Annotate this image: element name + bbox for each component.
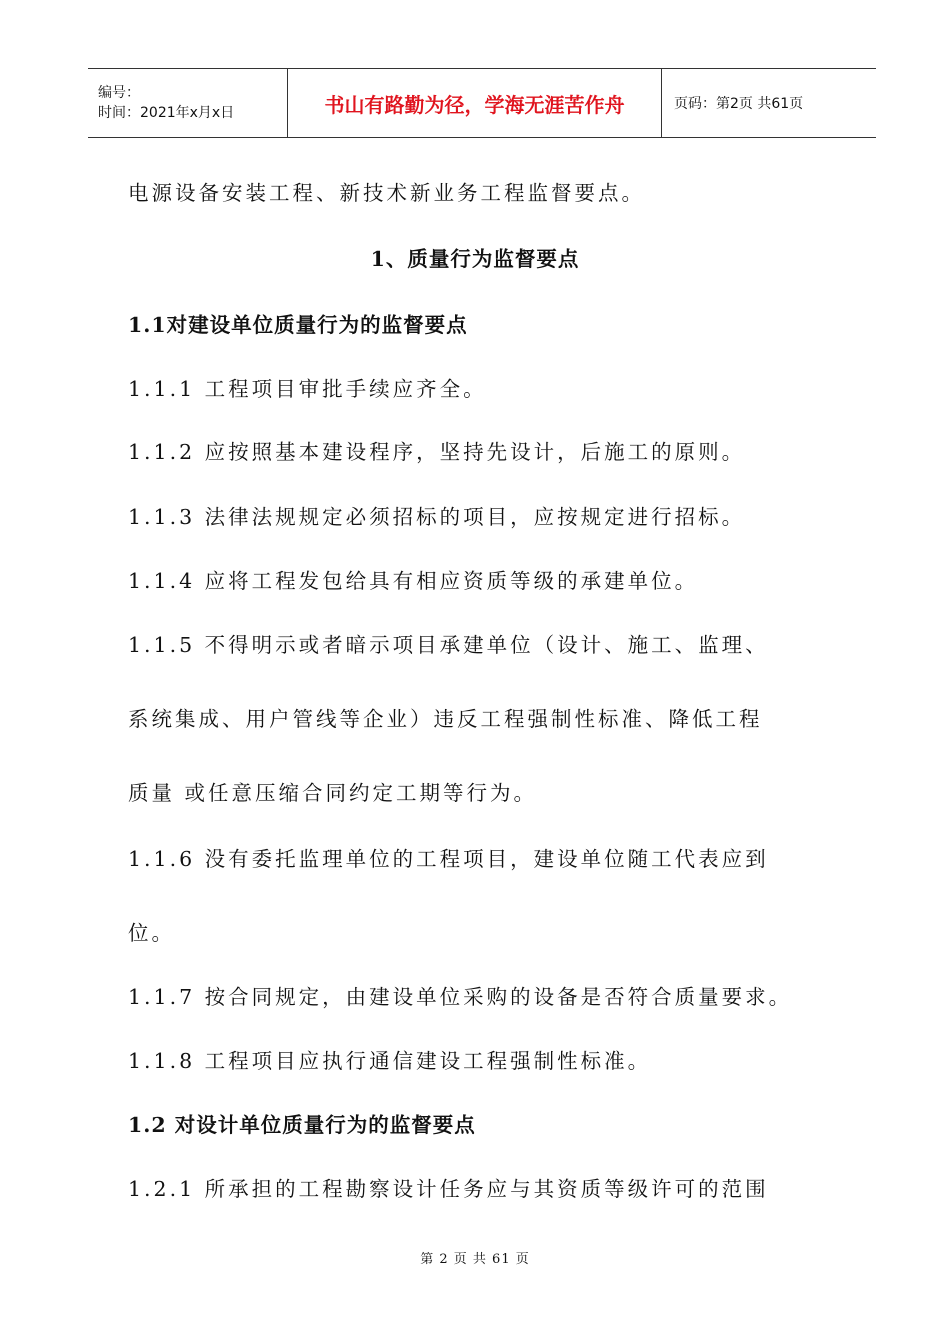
list-item: 1.1.5 不得明示或者暗示项目承建单位（设计、施工、监理、 bbox=[128, 633, 769, 657]
list-item: 1.2.1 所承担的工程勘察设计任务应与其资质等级许可的范围 bbox=[128, 1177, 769, 1201]
header-page-number: 页码：第2页 共61页 bbox=[674, 96, 804, 112]
list-item: 1.1.6 没有委托监理单位的工程项目，建设单位随工代表应到 bbox=[128, 847, 769, 871]
list-item: 1.1.8 工程项目应执行通信建设工程强制性标准。 bbox=[128, 1049, 652, 1073]
header-meta-cell bbox=[88, 69, 288, 137]
document-number-label: 编号： bbox=[98, 85, 140, 101]
list-item-continuation: 位。 bbox=[128, 921, 175, 945]
subsection-heading: 1.2 对设计单位质量行为的监督要点 bbox=[128, 1113, 476, 1137]
page-footer: 第 2 页 共 61 页 bbox=[420, 1252, 530, 1267]
section-heading: 1、质量行为监督要点 bbox=[370, 247, 580, 271]
list-item: 1.1.7 按合同规定，由建设单位采购的设备是否符合质量要求。 bbox=[128, 985, 793, 1009]
list-item-continuation: 系统集成、用户管线等企业）违反工程强制性标准、降低工程 bbox=[128, 707, 763, 731]
header-motto: 书山有路勤为径，学海无涯苦作舟 bbox=[288, 69, 662, 137]
list-item: 1.1.3 法律法规规定必须招标的项目，应按规定进行招标。 bbox=[128, 505, 746, 529]
list-item: 1.1.1 工程项目审批手续应齐全。 bbox=[128, 377, 487, 401]
subsection-heading: 1.1对建设单位质量行为的监督要点 bbox=[128, 313, 468, 337]
list-item: 1.1.2 应按照基本建设程序，坚持先设计，后施工的原则。 bbox=[128, 440, 746, 464]
paragraph-line: 电源设备安装工程、新技术新业务工程监督要点。 bbox=[128, 181, 645, 205]
page-header bbox=[88, 68, 876, 138]
list-item: 1.1.4 应将工程发包给具有相应资质等级的承建单位。 bbox=[128, 569, 699, 593]
document-time-label: 时间：2021年x月x日 bbox=[98, 105, 235, 121]
list-item-continuation: 质量 或任意压缩合同约定工期等行为。 bbox=[128, 781, 538, 805]
